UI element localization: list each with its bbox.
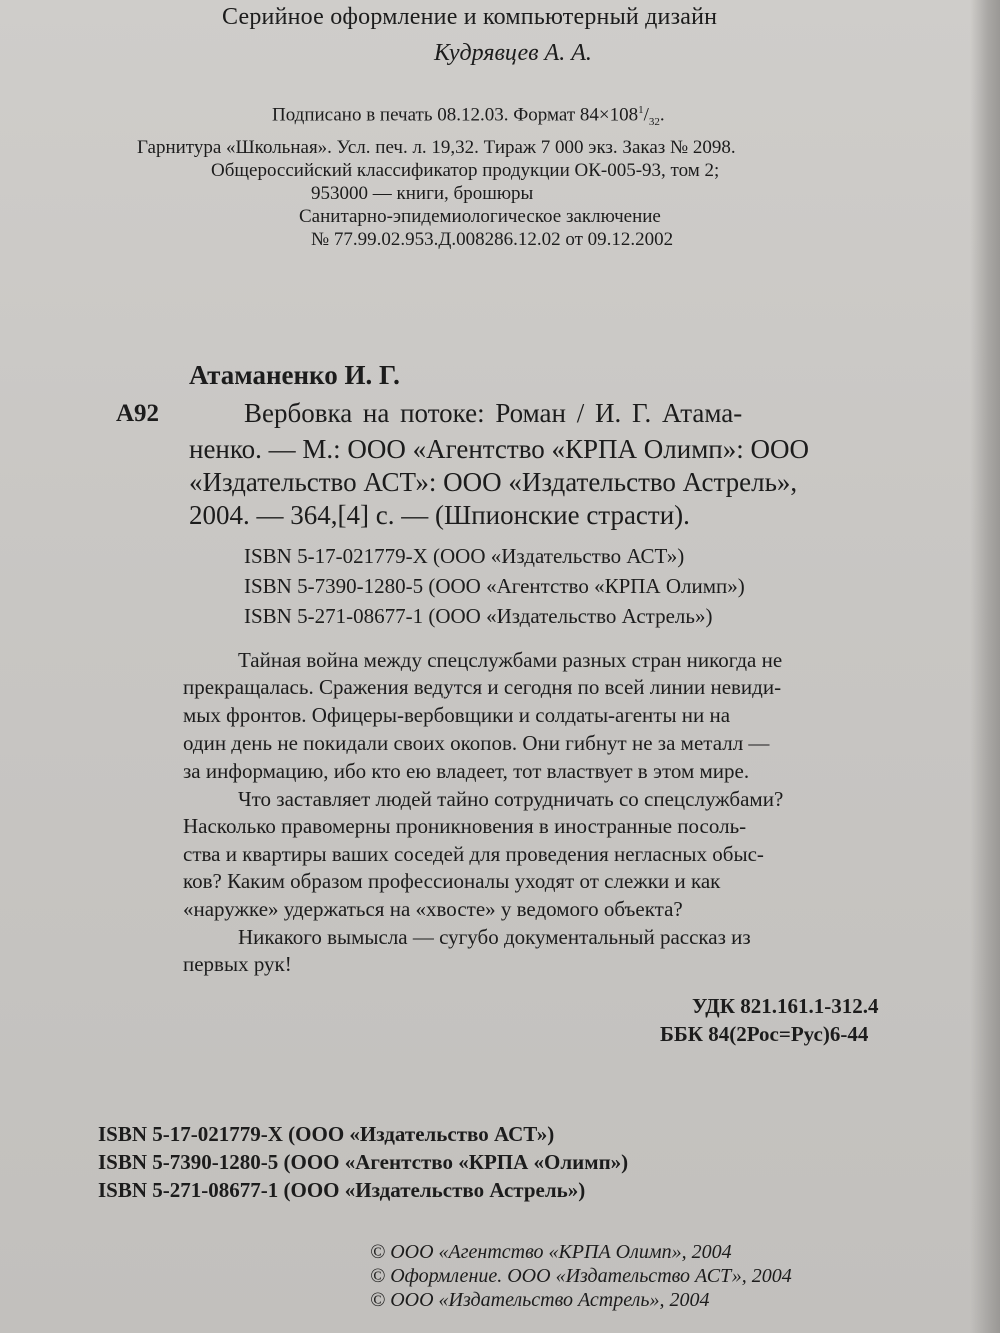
imprint-sanitary-title: Санитарно-эпидемиологическое заключение bbox=[299, 206, 661, 227]
annotation-line: Тайная война между спецслужбами разных стран никогда не bbox=[238, 648, 783, 672]
bibliography-line: 2004. — 364,[4] с. — (Шпионские страсти). bbox=[189, 500, 690, 530]
imprint-classifier-line: Общероссийский классификатор продукции ОК-005-93, том 2; bbox=[211, 160, 720, 181]
annotation-line: «наружке» удержаться на «хвосте» у ведомого объекта? bbox=[183, 897, 683, 921]
imprint-typeface-line: Гарнитура «Школьная». Усл. печ. л. 19,32. Тираж 7 000 экз. Заказ № 2098. bbox=[137, 137, 736, 158]
annotation-line: Никакого вымысла — сугубо документальный рассказ из bbox=[238, 925, 751, 949]
bibliography-line: «Издательство АСТ»: ООО «Издательство Астрель», bbox=[189, 467, 798, 497]
annotation-line: ков? Каким образом профессионалы уходят от слежки и как bbox=[183, 869, 721, 893]
copyright-line: © ООО «Агентство «КРПА Олимп», 2004 bbox=[370, 1241, 732, 1263]
isbn-line: ISBN 5-271-08677-1 (ООО «Издательство Астрель») bbox=[98, 1178, 586, 1202]
annotation-line: ства и квартиры ваших соседей для проведения негласных обыс- bbox=[183, 842, 764, 866]
series-design-title: Серийное оформление и компьютерный дизайн bbox=[222, 4, 718, 30]
designer-name: Кудрявцев А. А. bbox=[434, 40, 592, 66]
imprint-signed-line: Подписано в печать 08.12.03. Формат $84\times 108^1/_{32}$. bbox=[272, 104, 665, 129]
bibliography-line: Вербовка на потоке: Роман / И. Г. Атама- bbox=[244, 398, 743, 428]
isbn-line: ISBN 5-17-021779-Х (ООО «Издательство АСТ») bbox=[98, 1122, 555, 1146]
imprint-sanitary-number: № 77.99.02.953.Д.008286.12.02 от 09.12.2002 bbox=[311, 229, 674, 250]
catalog-author: Атаманенко И. Г. bbox=[189, 360, 400, 390]
annotation-line: мых фронтов. Офицеры-вербовщики и солдаты-агенты ни на bbox=[183, 703, 731, 727]
annotation-line: один день не покидали своих окопов. Они гибнут не за металл — bbox=[183, 731, 770, 755]
imprint-category-line: 953000 — книги, брошюры bbox=[311, 183, 534, 204]
imprint-signed-suffix: . bbox=[659, 104, 665, 126]
imprint-signed-text: Подписано в печать 08.12.03. Формат 84×108 bbox=[272, 104, 639, 126]
annotation-line: Что заставляет людей тайно сотрудничать со спецслужбами? bbox=[238, 787, 784, 811]
catalog-isbn: ISBN 5-7390-1280-5 (ООО «Агентство «КРПА Олимп») bbox=[244, 574, 745, 598]
copyright-line: © ООО «Издательство Астрель», 2004 bbox=[370, 1289, 710, 1311]
format-numerator: 1 bbox=[638, 104, 644, 116]
bibliography-line: ненко. — М.: ООО «Агентство «КРПА Олимп»: ООО bbox=[189, 434, 809, 464]
page-edge-shadow bbox=[970, 0, 1000, 1333]
annotation-line: Насколько правомерны проникновения в иностранные посоль- bbox=[183, 814, 747, 838]
catalog-index: А92 bbox=[116, 400, 160, 427]
annotation-line: за информацию, ибо кто ею владеет, тот властвует в этом мире. bbox=[183, 759, 750, 783]
copyright-line: © Оформление. ООО «Издательство АСТ», 2004 bbox=[370, 1265, 792, 1287]
udk-code: УДК 821.161.1-312.4 bbox=[692, 994, 879, 1018]
format-denominator: 32 bbox=[648, 116, 660, 129]
annotation-line: прекращалась. Сражения ведутся и сегодня по всей линии невиди- bbox=[183, 675, 782, 699]
isbn-line: ISBN 5-7390-1280-5 (ООО «Агентство «КРПА «Олимп») bbox=[98, 1150, 629, 1174]
catalog-isbn: ISBN 5-271-08677-1 (ООО «Издательство Астрель») bbox=[244, 604, 713, 628]
annotation-line: первых рук! bbox=[183, 952, 292, 976]
bbk-code: ББК 84(2Рос=Рус)6-44 bbox=[660, 1022, 869, 1046]
catalog-isbn: ISBN 5-17-021779-Х (ООО «Издательство АСТ») bbox=[244, 544, 685, 568]
